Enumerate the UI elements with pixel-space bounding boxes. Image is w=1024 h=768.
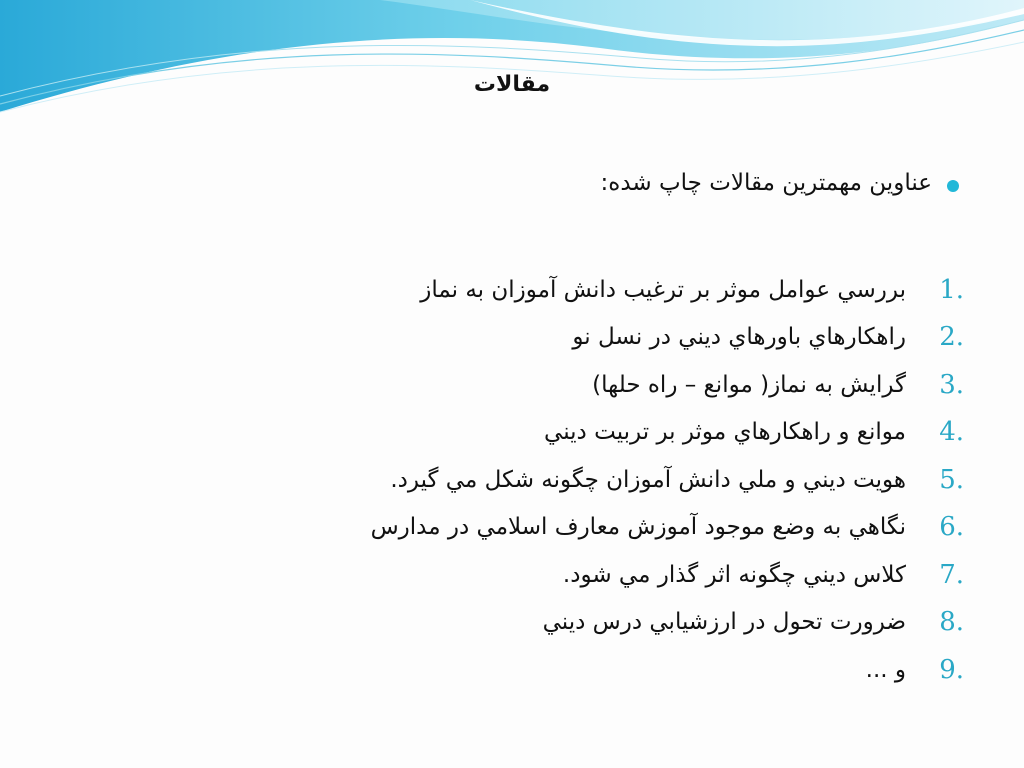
wave-header-decoration bbox=[0, 0, 1024, 130]
item-number: 8. bbox=[939, 607, 964, 638]
item-number: 5. bbox=[939, 464, 964, 495]
item-number: 4. bbox=[939, 417, 964, 448]
item-number: 9. bbox=[939, 654, 964, 685]
item-number: 3. bbox=[939, 369, 964, 400]
item-text: موانع و راهكارهاي موثر بر تربيت ديني bbox=[544, 419, 906, 446]
item-text: و ... bbox=[865, 656, 906, 683]
intro-text: عناوين مهمترين مقالات چاپ شده: bbox=[600, 170, 932, 196]
bullet-icon bbox=[947, 180, 959, 192]
list-item bbox=[164, 551, 964, 599]
item-text: نگاهي به وضع موجود آموزش معارف اسلامي در مدارس bbox=[370, 514, 906, 541]
list-item bbox=[164, 361, 964, 409]
list-item bbox=[164, 599, 964, 647]
list-item bbox=[164, 266, 964, 314]
item-number: 6. bbox=[939, 512, 964, 543]
item-text: هويت ديني و ملي دانش آموزان چگونه شكل مي گيرد. bbox=[390, 466, 906, 493]
list-item bbox=[164, 646, 964, 694]
item-text: كلاس ديني چگونه اثر گذار مي شود. bbox=[562, 561, 906, 588]
page-title: مقالات bbox=[473, 72, 551, 97]
list-item bbox=[164, 314, 964, 362]
item-text: بررسي عوامل موثر بر ترغيب دانش آموزان به نماز bbox=[420, 276, 906, 303]
articles-list bbox=[164, 266, 964, 694]
item-number: 1. bbox=[939, 274, 964, 305]
item-number: 2. bbox=[939, 322, 964, 353]
item-text: ضرورت تحول در ارزشيابي درس ديني bbox=[542, 609, 906, 636]
list-item bbox=[164, 409, 964, 457]
item-number: 7. bbox=[939, 559, 964, 590]
list-item bbox=[164, 504, 964, 552]
item-text: راهكارهاي باورهاي ديني در نسل نو bbox=[572, 324, 906, 351]
list-item bbox=[164, 456, 964, 504]
item-text: گرايش به نماز( موانع – راه حلها) bbox=[592, 371, 906, 398]
